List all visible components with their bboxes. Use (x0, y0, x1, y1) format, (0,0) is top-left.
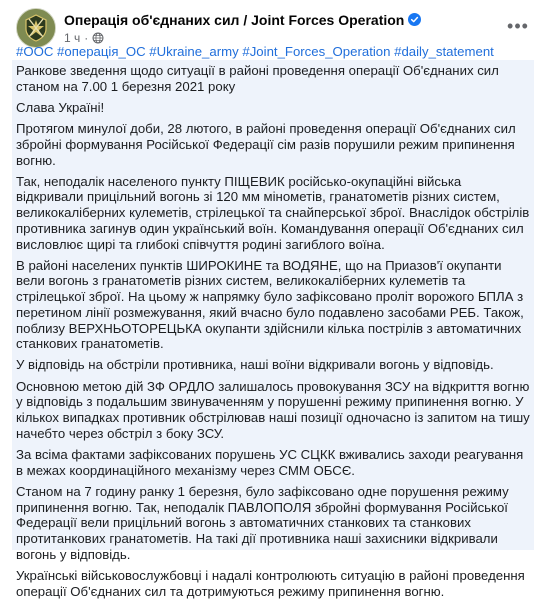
verified-badge-icon (408, 13, 421, 26)
post-paragraph: Ранкове зведення щодо ситуації в районі проведення операції Об'єднаних сил станом на 7.00 1 березня 2021 року (16, 63, 499, 94)
post-meta (64, 11, 421, 46)
more-options-button[interactable]: ••• (507, 15, 529, 36)
post-paragraph: В районі населених пунктів ШИРОКИНЕ та ВОДЯНЕ, що на Приазов'ї окупанти вели вогонь з гранатометів різних систем, великокаліберних кулеметів та стрілецької зброї. На цьому ж напрямку було зафіксовано проліт ворожого БПЛА з перетином лінії розмежування, який вчасно було подавлено засобами РЕБ. Також, поблизу ВЕРХНЬОТОРЕЦЬКА окупанти здійснили кілька пострілів з автоматичних станкових гранатометів. (16, 257, 524, 352)
page-avatar[interactable] (16, 8, 56, 48)
joint-forces-emblem-icon (17, 9, 55, 47)
post-paragraph: У відповідь на обстріли противника, наші воїни відкривали вогонь у відповідь. (16, 357, 494, 373)
post-paragraph: Слава Україні! (16, 99, 105, 115)
hashtag-link[interactable]: #операція_ОС (57, 44, 146, 59)
post-paragraph: За всіма фактами зафіксованих порушень УС СЦКК вживались заходи реагування в межах координаційного механізму через СММ ОБСЄ. (16, 446, 524, 478)
globe-icon[interactable] (92, 32, 104, 44)
post-paragraph: Станом на 7 годину ранку 1 березня, було зафіксовано одне порушення режиму припинення вогню. Так, неподалік ПАВЛОПОЛЯ збройні формування Російської Федерації вели прицільний вогонь з автоматичних станкових та станкових протитанкових гранатометів. На такі дії противника наші захисники відкривали вогонь у відповідь. (16, 483, 509, 562)
post-paragraph: Основною метою дій ЗФ ОРДЛО залишалось провокування ЗСУ на відкриття вогню у відповідь з подальшим звинуваченням у порушенні режиму припинення вогню. У кількох випадках противник обстрілював наші позиції одночасно із запитом на тишу начебто через обстріл з боку ЗСУ. (16, 378, 530, 441)
hashtag-link[interactable]: #Joint_Forces_Operation (242, 44, 391, 59)
post-body (12, 60, 534, 599)
hashtag-link[interactable]: #Ukraine_army (149, 44, 239, 59)
page-name-link[interactable]: Операція об'єднаних сил / Joint Forces Operation (64, 11, 405, 28)
post-paragraph: Так, неподалік населеного пункту ПІЩЕВИК російсько-окупаційні війська відкривали прицільний вогонь зі 120 мм мінометів, гранатометів різних систем, великокаліберних кулеметів, стрілецької та снайперської зброї. Внаслідок обстрілів противника загинув один український воїн. Командування операції Об'єднаних сил висловлює щирі та глибокі співчуття родині загиблого воїна. (16, 173, 530, 252)
post-paragraph: Українські військовослужбовці і надалі контролюють ситуацію в районі проведення операції Об'єднаних сил та дотримуються режиму припинення вогню. (16, 567, 525, 599)
meta-separator: · (84, 30, 89, 45)
page-name-row (64, 11, 421, 29)
hashtag-link[interactable]: #ООС (16, 44, 54, 59)
hashtag-link[interactable]: #daily_statement (394, 44, 494, 59)
hashtag-line (16, 43, 536, 61)
post-timestamp[interactable]: 1 ч (64, 30, 81, 45)
post-header (16, 8, 421, 48)
post-paragraph: Протягом минулої доби, 28 лютого, в районі проведення операції Об'єднаних сил збройні формування Російської Федерації сім разів порушили режим припинення вогню. (16, 121, 516, 168)
